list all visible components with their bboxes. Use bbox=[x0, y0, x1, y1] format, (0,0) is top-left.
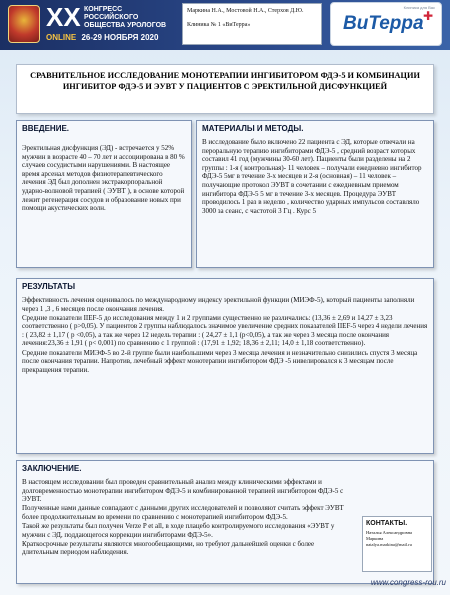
website-link[interactable]: www.congress-rou.ru bbox=[370, 578, 446, 587]
brand-logo bbox=[330, 2, 442, 46]
contacts-heading: КОНТАКТЫ. bbox=[366, 520, 408, 527]
congress-dates bbox=[46, 33, 158, 42]
authors: Маркина Н.А., Мостовой Н.А., Стерхов Д.Ю. bbox=[187, 8, 304, 14]
materials-heading: МАТЕРИАЛЫ И МЕТОДЫ. bbox=[202, 124, 304, 133]
results-section bbox=[16, 278, 434, 454]
brand-name: ВиТерра bbox=[343, 13, 424, 34]
materials-section bbox=[196, 120, 434, 268]
conclusion-paragraph: В настоящем исследовании был проведен сравнительный анализ между клиническими эффектами и долговременностью монотерапии ингибитором ФДЭ-5 и комбинированной терапией ингибитором ФДЭ-5 с ЭУВТ. bbox=[22, 478, 344, 504]
results-paragraph: Средние показатели IIEF-5 до исследования между 1 и 2 группами существенно не различались: (13,36 ± 2,69 и 14,27 ± 3,23 соответственно ( р>0,05). У пациентов 2 группы наблюдалось значимое увеличение средних показателей IIEF-5 через 4 недели лечения : ( 23,82 ± 1,17 ( р <0,05), а так же через 12 недель терапии : ( 24,27 ± 1,1 (р<0,05), а так же через 3 месяца после окончания лечения:23,36 ± 1,91 ( р< 0,001) по сравнению с 1 группой : (17,91 ± 1,92; 18,36 ± 2,11; 14,0 ± 1,18 соответственно). bbox=[22, 313, 428, 348]
clinic-name: Клиника № 1 «ВиТерра» bbox=[187, 22, 251, 28]
conclusion-heading: ЗАКЛЮЧЕНИЕ. bbox=[22, 464, 82, 473]
contact-email[interactable]: natalya.markina@mail.ru bbox=[366, 542, 412, 547]
results-heading: РЕЗУЛЬТАТЫ bbox=[22, 282, 76, 291]
dates-label: 26-29 НОЯБРЯ 2020 bbox=[81, 33, 159, 42]
conclusion-paragraph: Краткосрочные результаты являются многообещающими, но требуют дальнейшей оценки с более длительным периодом наблюдения. bbox=[22, 539, 315, 557]
congress-number: XX bbox=[46, 2, 81, 32]
medical-cross-icon: ✚ bbox=[422, 9, 433, 23]
conclusion-paragraph: Такой же результаты был получен Verze P et all, в ходе плацебо контролируемого исследования «ЭУВТ у мужчин с ЭД, поддающегося коррекции ингибиторами ФДЭ-5». bbox=[22, 521, 335, 539]
poster-title: СРАВНИТЕЛЬНОЕ ИССЛЕДОВАНИЕ МОНОТЕРАПИИ ИНГИБИТОРОМ ФДЭ-5 И КОМБИНАЦИИ ИНГИБИТОР ФДЭ-5 И ЭУВТ У ПАЦИЕНТОВ С ЭРЕКТИЛЬНОЙ ДИСФУНКЦИЕЙ bbox=[16, 64, 434, 114]
online-label: ONLINE bbox=[46, 33, 77, 42]
brand-tagline: Клиника для Вас bbox=[403, 5, 435, 10]
results-paragraph: Средние показатели МИЭФ-5 во 2-й группе были наибольшими через 3 месяца лечения и незначительно снизились спустя 3 месяца после окончания терапии. Напротив, лечебный эффект монотерапии ингибитором ФДЭ -5 нивелировался к 3 месяцам после прекращения терапии. bbox=[22, 348, 418, 374]
intro-section bbox=[16, 120, 192, 268]
conclusion-paragraph: Полученные нами данные совпадают с данными других исследователей и позволяют считать эффект ЭУВТ более продолжительным во времени по сравнению с монотерапией ингибитором ФДЭ-5. bbox=[22, 504, 344, 521]
authors-box bbox=[182, 3, 322, 45]
contact-name: Наталья Александровна Маркина bbox=[366, 530, 413, 541]
materials-text: В исследование было включено 22 пациента с ЭД, которые отвечали на пероральную терапию ингибиторами ФДЭ-5 , средний возраст которых составил 41 год (мужчины 30-60 лет). Пациенты были разделены на 2 группы : 1-я ( контрольная)- 11 человек – получали ежедневно ингибитор ФДЭ-5 5мг в течение 3-х месяцев и 2-я (основная) – 11 человек – получающие протокол ЭУВТ в сочетании с ежедневным приемом ингибитора ФДЭ-5 5 мг в течение 3-х месяцев. Процедура ЭУВТ проводилось 1 раз в неделю , количество ударных импульсов составляло 3000 за сеанс, с частотой 3 Гц . Курс 5 bbox=[202, 138, 422, 215]
results-paragraph: Эффективность лечения оценивалось по международному индексу эректильной функции (МИЭФ-5), который пациенты заполняли через 1 ,3 , 6 месяцев после окончания лечения. bbox=[22, 296, 415, 313]
society-emblem-icon bbox=[8, 5, 40, 43]
contacts-box bbox=[362, 516, 432, 572]
intro-heading: ВВЕДЕНИЕ. bbox=[22, 124, 70, 133]
congress-name: КОНГРЕСС РОССИЙСКОГО ОБЩЕСТВА УРОЛОГОВ bbox=[84, 6, 167, 29]
intro-text: Эректильная дисфункция (ЭД) - встречается у 52% мужчин в возрасте 40 – 70 лет и ассоциирована в 80 % случаев сосудистыми нарушениями. В настоящее время арсенал методов физиотерапевтического лечения ЭД был дополнен экстракорпоральной ударно-волновой терапией ( ЭУВТ ), в основе которой лежит регенерация сосудов и образование новых при помощи акустических волн. bbox=[22, 144, 185, 213]
